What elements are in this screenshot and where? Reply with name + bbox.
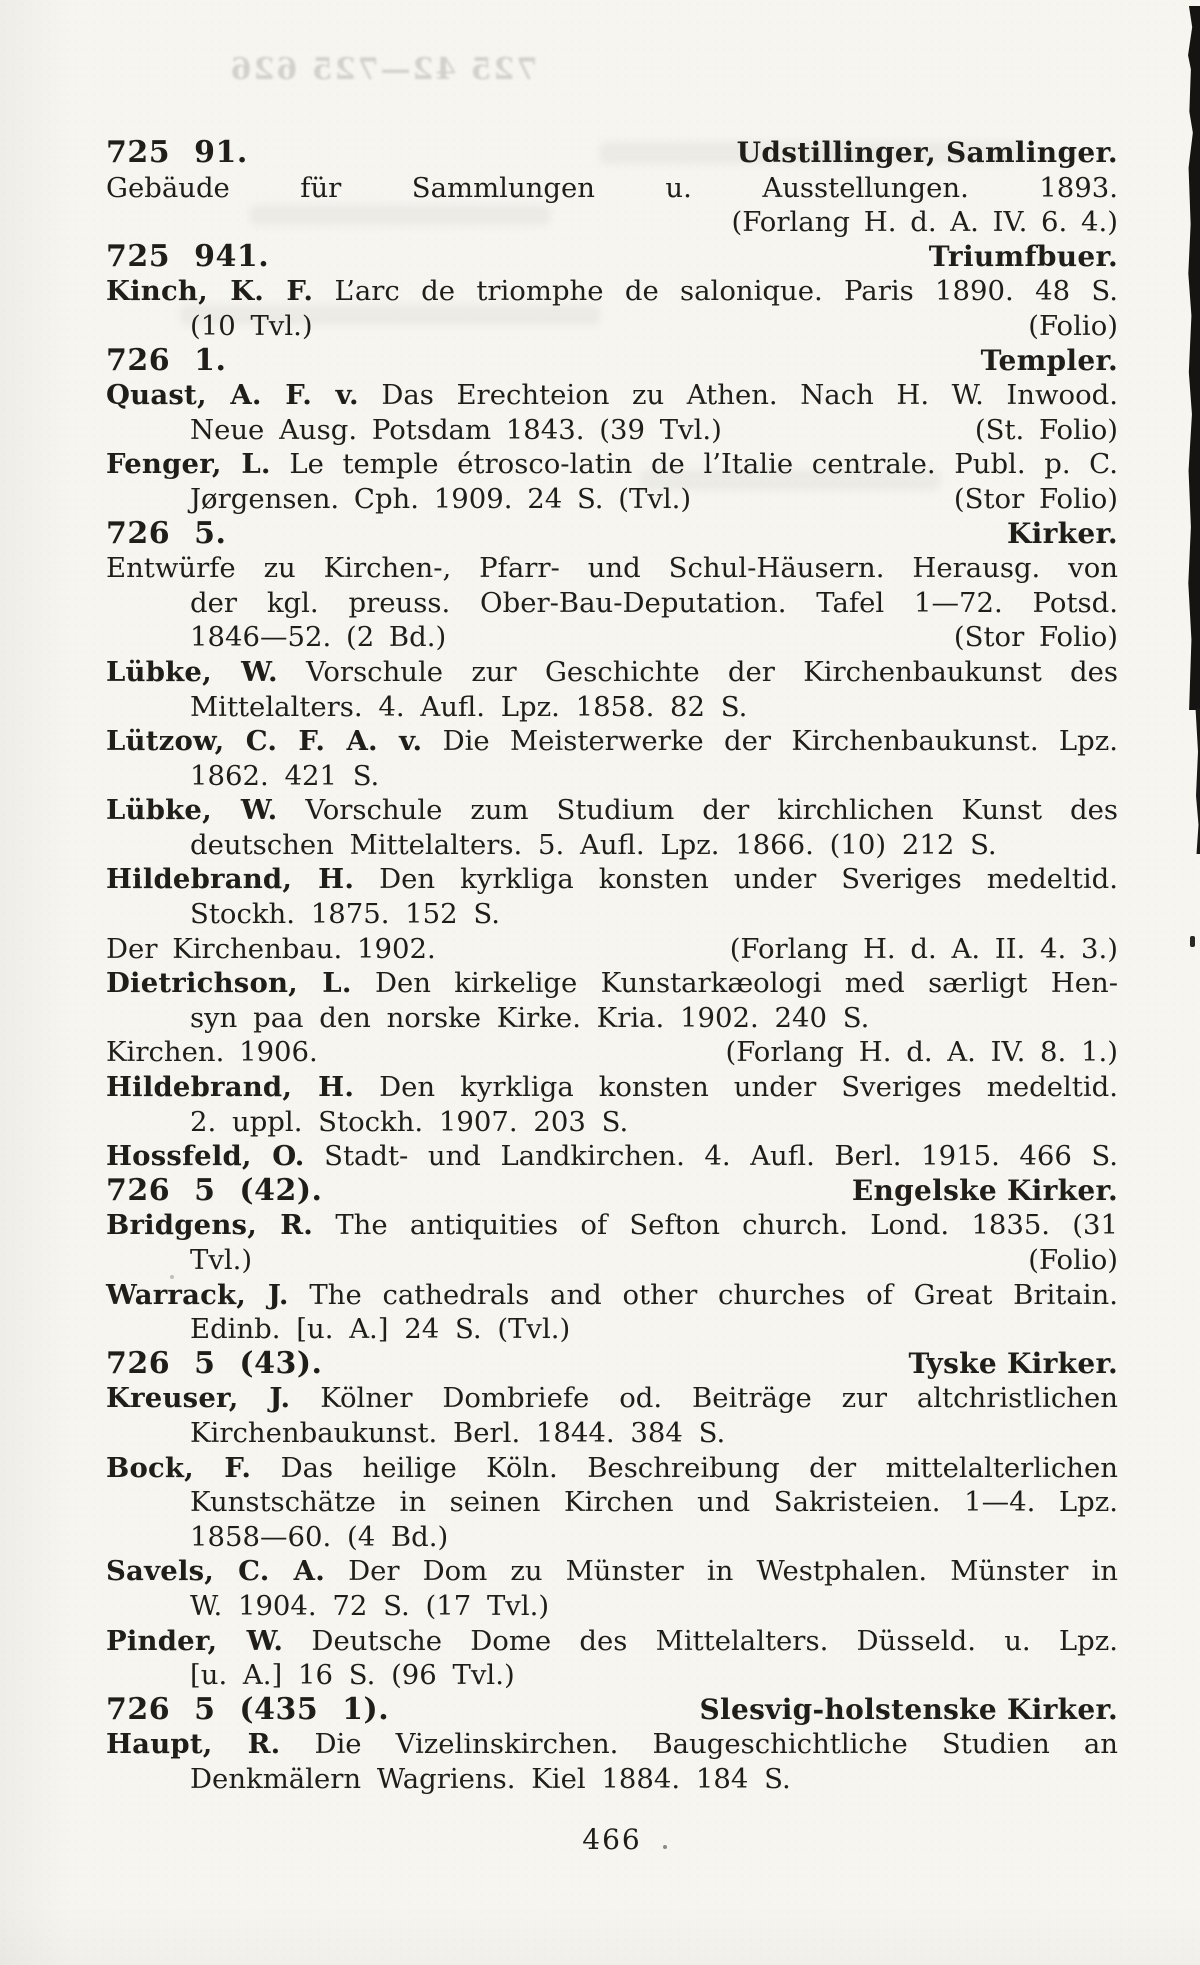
- section-heading: [106, 240, 1118, 275]
- catalog-line: syn paa den norske Kirke. Kria. 1902. 240 S.: [190, 1001, 870, 1034]
- classification-number: 726 1.: [106, 342, 227, 378]
- catalog-line: Warrack, J. The cathedrals and other churches of Great Britain.: [106, 1278, 1118, 1311]
- catalog-line: Denkmälern Wagriens. Kiel 1884. 184 S.: [190, 1762, 791, 1795]
- catalog-line: [106, 932, 1118, 967]
- catalog-line: Fenger, L. Le temple étrosco-latin de l’Italie centrale. Publ. p. C.: [106, 448, 1118, 481]
- page-number: 466: [582, 1822, 642, 1856]
- author-name: Pinder, W.: [106, 1624, 284, 1657]
- catalog-line: Gebäude für Sammlungen u. Ausstellungen. 1893.: [106, 171, 1118, 204]
- catalog-line: [106, 413, 1118, 448]
- entry-text: Der Kirchenbau. 1902.: [106, 932, 436, 965]
- author-name: Hildebrand, H.: [106, 863, 355, 896]
- catalog-line: 1858—60. (4 Bd.): [190, 1520, 449, 1553]
- category-label: Tyske Kirker.: [908, 1346, 1118, 1380]
- catalog-line: Haupt, R. Die Vizelinskirchen. Baugeschichtliche Studien an: [106, 1728, 1118, 1761]
- scan-edge-shadow-thin: [1195, 708, 1200, 854]
- catalog-line: Hildebrand, H. Den kyrkliga konsten under Sveriges medeltid.: [106, 1071, 1118, 1104]
- category-label: Kirker.: [1007, 516, 1118, 550]
- author-name: Lübke, W.: [106, 794, 278, 827]
- catalog-line: Bridgens, R. The antiquities of Sefton church. Lond. 1835. (31: [106, 1209, 1118, 1242]
- catalog-line: [106, 482, 1118, 517]
- catalog-line: Lübke, W. Vorschule zum Studium der kirchlichen Kunst des: [106, 794, 1118, 827]
- format-annotation: (Stor Folio): [953, 482, 1118, 515]
- scan-edge-speck: [1190, 936, 1195, 947]
- author-name: Quast, A. F. v.: [106, 379, 359, 412]
- category-label: Slesvig-holstenske Kirker.: [699, 1692, 1118, 1726]
- author-name: Kreuser, J.: [106, 1382, 291, 1415]
- section-heading: [106, 344, 1118, 379]
- catalog-line: [106, 620, 1118, 655]
- catalog-line: Dietrichson, L. Den kirkelige Kunstarkæologi med særligt Hen-: [106, 967, 1118, 1000]
- catalog-line: Entwürfe zu Kirchen-, Pfarr- und Schul-Häusern. Herausg. von: [106, 552, 1118, 585]
- classification-number: 726 5 (43).: [106, 1345, 323, 1381]
- catalog-line: der kgl. preuss. Ober-Bau-Deputation. Tafel 1—72. Potsd.: [190, 586, 1118, 619]
- author-name: Haupt, R.: [106, 1728, 281, 1761]
- classification-number: 725 91.: [106, 135, 248, 170]
- author-name: Savels, C. A.: [106, 1555, 325, 1588]
- catalog-line: Kirchenbaukunst. Berl. 1844. 384 S.: [190, 1416, 726, 1449]
- author-name: Fenger, L.: [106, 448, 271, 481]
- section-heading: [106, 1174, 1118, 1209]
- format-annotation: (Folio): [1028, 309, 1118, 342]
- author-name: Hildebrand, H.: [106, 1071, 355, 1104]
- scan-edge-shadow: [1187, 6, 1200, 710]
- catalog-line: Hossfeld, O. Stadt- und Landkirchen. 4. Aufl. Berl. 1915. 466 S.: [106, 1140, 1118, 1173]
- catalog-line: W. 1904. 72 S. (17 Tvl.): [190, 1589, 550, 1622]
- format-annotation: (Forlang H. d. A. II. 4. 3.): [729, 932, 1118, 965]
- catalog-lines: [106, 136, 1118, 1797]
- catalog-line: Edinb. [u. A.] 24 S. (Tvl.): [190, 1313, 571, 1346]
- catalog-line: Hildebrand, H. Den kyrkliga konsten under Sveriges medeltid.: [106, 863, 1118, 896]
- format-annotation: (St. Folio): [974, 413, 1118, 446]
- ghost-bleed-through-header: 725 42—725 626: [228, 52, 538, 87]
- category-label: Templer.: [980, 343, 1118, 377]
- entry-text: Jørgensen. Cph. 1909. 24 S. (Tvl.): [190, 482, 692, 515]
- classification-number: 726 5 (435 1).: [106, 1691, 390, 1727]
- catalog-line: Pinder, W. Deutsche Dome des Mittelalters. Düsseld. u. Lpz.: [106, 1624, 1118, 1657]
- catalog-line: Quast, A. F. v. Das Erechteion zu Athen. Nach H. W. Inwood.: [106, 379, 1119, 412]
- entry-text: Neue Ausg. Potsdam 1843. (39 Tvl.): [190, 413, 722, 446]
- catalog-line: [106, 1243, 1118, 1278]
- entry-text: Kirchen. 1906.: [106, 1036, 318, 1069]
- format-annotation: (Stor Folio): [953, 621, 1118, 654]
- author-name: Kinch, K. F.: [106, 275, 314, 308]
- catalog-line: Kunstschätze in seinen Kirchen und Sakristeien. 1—4. Lpz.: [190, 1486, 1118, 1519]
- catalog-line: Savels, C. A. Der Dom zu Münster in Westphalen. Münster in: [106, 1555, 1118, 1588]
- entry-text: (10 Tvl.): [190, 309, 313, 342]
- catalog-line: Stockh. 1875. 152 S.: [190, 898, 501, 931]
- author-name: Lübke, W.: [106, 655, 278, 688]
- catalog-line: Kinch, K. F. L’arc de triomphe de salonique. Paris 1890. 48 S.: [106, 275, 1118, 308]
- author-name: Bridgens, R.: [106, 1209, 314, 1242]
- catalog-line: [106, 1035, 1118, 1070]
- catalog-line: [u. A.] 16 S. (96 Tvl.): [190, 1659, 515, 1692]
- section-heading: [106, 136, 1118, 171]
- catalog-line: Kreuser, J. Kölner Dombriefe od. Beiträge zur altchristlichen: [106, 1382, 1118, 1415]
- catalog-line: deutschen Mittelalters. 5. Aufl. Lpz. 1866. (10) 212 S.: [190, 828, 997, 861]
- author-name: Warrack, J.: [106, 1278, 289, 1311]
- author-name: Hossfeld, O.: [106, 1140, 305, 1173]
- classification-number: 725 941.: [106, 238, 270, 274]
- entry-text: 1846—52. (2 Bd.): [190, 621, 447, 654]
- format-annotation: (Forlang H. d. A. IV. 8. 1.): [725, 1036, 1118, 1069]
- catalog-line: 2. uppl. Stockh. 1907. 203 S.: [190, 1105, 629, 1138]
- author-name: Dietrichson, L.: [106, 967, 352, 1000]
- catalog-line: Lützow, C. F. A. v. Die Meisterwerke der Kirchenbaukunst. Lpz.: [106, 725, 1118, 758]
- catalog-line: Bock, F. Das heilige Köln. Beschreibung der mittelalterlichen: [106, 1451, 1118, 1484]
- catalog-line: (Forlang H. d. A. IV. 6. 4.): [731, 206, 1118, 239]
- classification-number: 726 5 (42).: [106, 1172, 323, 1208]
- classification-number: 726 5.: [106, 515, 227, 551]
- catalog-line: Mittelalters. 4. Aufl. Lpz. 1858. 82 S.: [190, 690, 748, 723]
- section-heading: [106, 1693, 1118, 1728]
- catalog-line: 1862. 421 S.: [190, 759, 380, 792]
- catalog-line: Lübke, W. Vorschule zur Geschichte der Kirchenbaukunst des: [106, 655, 1118, 688]
- author-name: Lützow, C. F. A. v.: [106, 725, 423, 758]
- catalog-text-column: [106, 136, 1118, 1856]
- format-annotation: (Folio): [1028, 1244, 1118, 1276]
- category-label: Udstillinger, Samlinger.: [736, 136, 1118, 169]
- category-label: Triumfbuer.: [928, 239, 1118, 273]
- author-name: Bock, F.: [106, 1451, 252, 1484]
- category-label: Engelske Kirker.: [851, 1173, 1118, 1207]
- entry-text: Tvl.): [190, 1244, 253, 1276]
- section-heading: [106, 1347, 1118, 1382]
- section-heading: [106, 517, 1118, 552]
- catalog-line: [106, 309, 1118, 344]
